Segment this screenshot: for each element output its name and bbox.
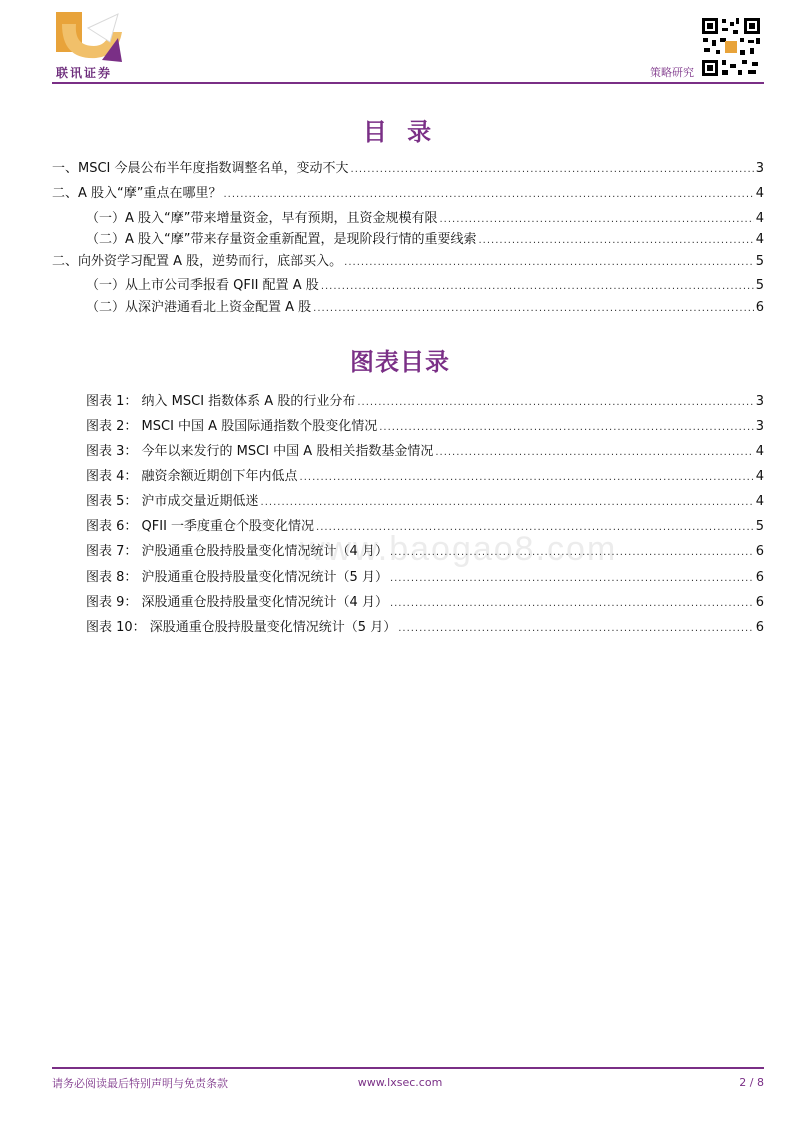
figure-entry-page: 6	[755, 544, 764, 559]
toc-title: 目 录	[362, 118, 438, 146]
toc-entry-label: 一、MSCI 今晨公布半年度指数调整名单，变动不大	[52, 161, 349, 176]
header-divider	[52, 82, 764, 84]
toc-entry-label: 二、向外资学习配置 A 股，逆势而行，底部买入。	[52, 254, 343, 269]
figure-entry[interactable]	[86, 465, 764, 485]
figure-entry[interactable]	[86, 591, 764, 611]
figure-entry-page: 5	[755, 519, 764, 534]
figure-entry-label: 图表 7： 沪股通重仓股持股量变化情况统计（4 月）	[86, 544, 388, 559]
toc-entry[interactable]	[52, 182, 764, 202]
figure-entry-page: 4	[755, 469, 764, 484]
qr-code-icon	[700, 16, 762, 78]
toc-entry-page: 5	[755, 278, 764, 293]
footer-page-number: 2 / 8	[739, 1076, 764, 1089]
toc-entry-page: 3	[755, 161, 764, 176]
figure-entry-label: 图表 5： 沪市成交量近期低迷	[86, 494, 259, 509]
toc-entry-label: （一）A 股入“摩”带来增量资金，早有预期，且资金规模有限	[86, 211, 438, 226]
figure-entry[interactable]	[86, 490, 764, 510]
figure-entry-page: 3	[755, 419, 764, 434]
figure-entry-page: 6	[755, 570, 764, 585]
toc-subentry[interactable]	[86, 228, 764, 248]
footer-website[interactable]: www.lxsec.com	[357, 1076, 443, 1089]
footer-disclaimer: 请务必阅读最后特别声明与免责条款	[52, 1077, 228, 1090]
toc-entry-page: 4	[755, 232, 764, 247]
figure-entry[interactable]	[86, 415, 764, 435]
figure-entry[interactable]	[86, 440, 764, 460]
toc-entry-page: 4	[755, 211, 764, 226]
toc-entry-label: （二）从深沪港通看北上资金配置 A 股	[86, 300, 312, 315]
toc-subentry[interactable]	[86, 274, 764, 294]
toc-entry-page: 6	[755, 300, 764, 315]
figure-entry-label: 图表 2： MSCI 中国 A 股国际通指数个股变化情况	[86, 419, 378, 434]
figure-entry-page: 4	[755, 494, 764, 509]
toc-subentry[interactable]	[86, 296, 764, 316]
logo-text: 联讯证券	[56, 66, 113, 80]
figure-entry-label: 图表 6： QFII 一季度重仓个股变化情况	[86, 519, 315, 534]
figure-entry-page: 3	[755, 394, 764, 409]
toc-entry[interactable]	[52, 250, 764, 270]
toc-subentry[interactable]	[86, 207, 764, 227]
figure-entry-label: 图表 9： 深股通重仓股持股量变化情况统计（4 月）	[86, 595, 388, 610]
watermark: www.baogao8.com	[300, 530, 618, 568]
toc-entry[interactable]	[52, 157, 764, 177]
figure-entry-label: 图表 1： 纳入 MSCI 指数体系 A 股的行业分布	[86, 394, 356, 409]
figure-entry[interactable]	[86, 390, 764, 410]
figure-entry-label: 图表 4： 融资余额近期创下年内低点	[86, 469, 298, 484]
figure-entry-page: 6	[755, 620, 764, 635]
page-header	[0, 0, 800, 90]
toc-entry-page: 5	[755, 254, 764, 269]
figure-entry-label: 图表 3： 今年以来发行的 MSCI 中国 A 股相关指数基金情况	[86, 444, 434, 459]
toc-entry-label: （二）A 股入“摩”带来存量资金重新配置，是现阶段行情的重要线索	[86, 232, 477, 247]
figure-entry-page: 6	[755, 595, 764, 610]
figure-entry-page: 4	[755, 444, 764, 459]
toc-entry-label: 二、A 股入“摩”重点在哪里？	[52, 186, 222, 201]
figure-entry[interactable]	[86, 616, 764, 636]
figures-title: 图表目录	[350, 348, 450, 376]
figure-entry-label: 图表 10： 深股通重仓股持股量变化情况统计（5 月）	[86, 620, 397, 635]
figure-entry-label: 图表 8： 沪股通重仓股持股量变化情况统计（5 月）	[86, 570, 388, 585]
figure-entry[interactable]	[86, 566, 764, 586]
toc-entry-label: （一）从上市公司季报看 QFII 配置 A 股	[86, 278, 319, 293]
toc-entry-page: 4	[755, 186, 764, 201]
department-label: 策略研究	[650, 66, 694, 79]
footer-divider	[52, 1067, 764, 1069]
